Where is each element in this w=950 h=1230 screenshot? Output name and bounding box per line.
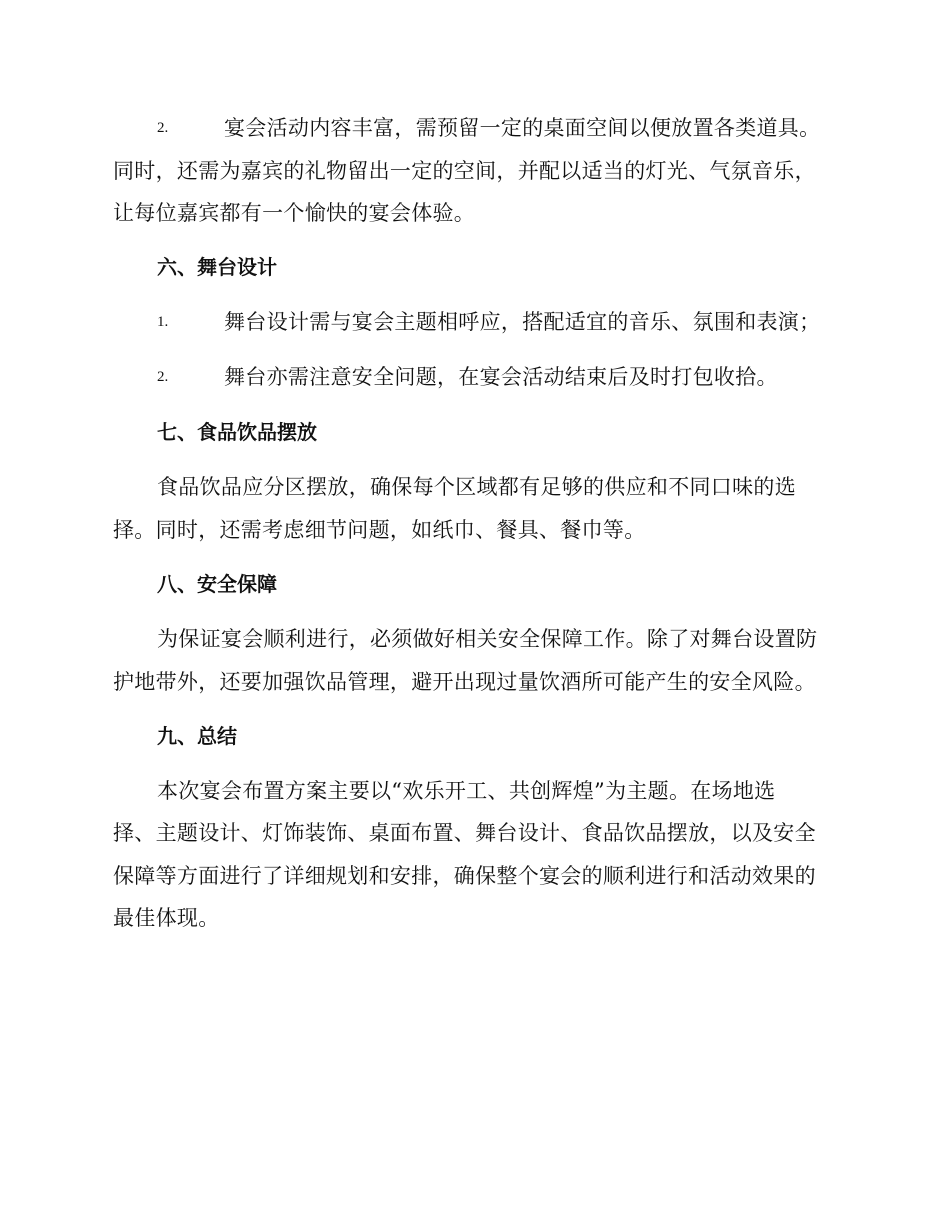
paragraph-line: 护地带外，还要加强饮品管理，避开出现过量饮酒所可能产生的安全风险。: [113, 670, 816, 694]
list-number: 1.: [157, 314, 169, 330]
list-number: 2.: [157, 120, 169, 136]
paragraph-line: 择、主题设计、灯饰装饰、桌面布置、舞台设计、食品饮品摆放，以及安全: [113, 821, 816, 845]
list-item-text: 舞台亦需注意安全问题，在宴会活动结束后及时打包收拾。: [224, 365, 778, 389]
section-heading: 八、安全保障: [157, 572, 277, 596]
list-number: 2.: [157, 369, 169, 385]
paragraph-line: 为保证宴会顺利进行，必须做好相关安全保障工作。除了对舞台设置防: [157, 627, 818, 651]
section-heading: 六、舞台设计: [157, 255, 277, 279]
paragraph-line: 本次宴会布置方案主要以“欢乐开工、共创辉煌”为主题。在场地选: [157, 779, 776, 803]
list-item-text: 舞台设计需与宴会主题相呼应，搭配适宜的音乐、氛围和表演；: [224, 310, 821, 334]
paragraph-line: 择。同时，还需考虑细节问题，如纸巾、餐具、餐巾等。: [113, 518, 646, 542]
list-item-text: 宴会活动内容丰富，需预留一定的桌面空间以便放置各类道具。: [224, 116, 821, 140]
section-heading: 七、食品饮品摆放: [157, 420, 317, 444]
section-heading: 九、总结: [157, 724, 237, 748]
paragraph-line: 让每位嘉宾都有一个愉快的宴会体验。: [113, 201, 476, 225]
paragraph-line: 食品饮品应分区摆放，确保每个区域都有足够的供应和不同口味的选: [157, 475, 796, 499]
paragraph-line: 保障等方面进行了详细规划和安排，确保整个宴会的顺利进行和活动效果的: [113, 864, 816, 888]
paragraph-line: 最佳体现。: [113, 906, 220, 930]
paragraph-line: 同时，还需为嘉宾的礼物留出一定的空间，并配以适当的灯光、气氛音乐，: [113, 159, 816, 183]
